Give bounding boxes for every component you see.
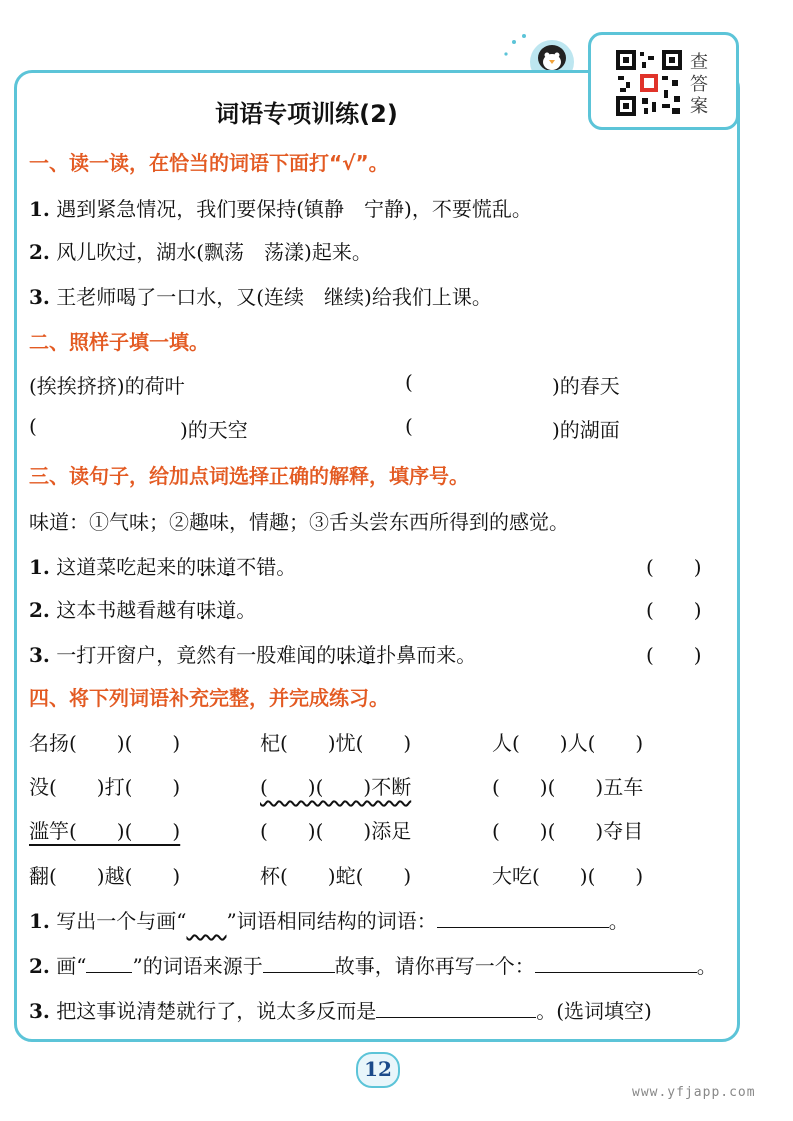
s1-item-2 (29, 236, 372, 265)
s3-item-1 (29, 551, 296, 580)
s3-item-3-dotted-word: 味道 • • (336, 639, 376, 668)
s4-q2-another-blank[interactable] (535, 954, 697, 973)
s1-item-2-text: 风儿吹过，湖水(飘荡 荡漾)起来。 (56, 240, 372, 264)
s1-item-1-num: 1. (29, 197, 50, 221)
s4-question-2 (29, 950, 717, 979)
s4-q1-text-a: 写出一个与画“ (56, 909, 187, 933)
s4-q2-num: 2. (29, 954, 50, 978)
s4-q3-text: 把这事说清楚就行了，说太多反而是 (56, 999, 377, 1023)
s4-q1-answer-blank[interactable] (437, 909, 609, 928)
s3-item-1-pre: 这道菜吃起来的 (56, 555, 197, 579)
s3-item-2-dotted-word: 味道 • • (196, 594, 236, 623)
s1-item-1-text: 遇到紧急情况，我们要保持(镇静 宁静)，不要慌乱。 (56, 197, 532, 221)
s2-blank-2-open[interactable]: ( (29, 414, 37, 438)
s4-r4-c2[interactable]: 杯( )蛇( ) (260, 864, 412, 888)
s3-item-1-dotted-word: 味道 • • (196, 551, 236, 580)
qr-code-icon[interactable] (616, 50, 682, 116)
s4-q2-text-c: 故事，请你再写一个： (334, 954, 535, 978)
s4-question-1 (29, 905, 629, 934)
section1-heading: 一、读一读，在恰当的词语下面打“√”。 (29, 151, 389, 175)
s4-q2-underline-mark (86, 954, 132, 973)
s3-item-2-num: 2. (29, 598, 50, 622)
s2-blank-1-close: )的春天 (552, 374, 620, 398)
s1-item-2-num: 2. (29, 240, 50, 264)
qr-label: 查答案 (690, 52, 708, 117)
section3-heading: 三、读句子，给加点词选择正确的解释，填序号。 (29, 464, 469, 488)
s2-example: (挨挨挤挤)的荷叶 (29, 374, 185, 398)
s3-answer-3[interactable]: ( ) (646, 643, 702, 667)
s4-r1-c2[interactable]: 杞( )忧( ) (260, 731, 412, 755)
s4-r1-c1[interactable]: 名扬( )( ) (29, 731, 181, 755)
s3-answer-1[interactable]: ( ) (646, 555, 702, 579)
s4-r3-c2[interactable]: ( )( )添足 (260, 819, 412, 843)
s3-item-3 (29, 639, 476, 668)
s4-r2-c3[interactable]: ( )( )五车 (492, 775, 644, 799)
s4-q1-text-b: ”词语相同结构的词语： (226, 909, 437, 933)
s2-blank-2-close: )的天空 (180, 418, 248, 442)
s4-r2-c1[interactable]: 没( )打( ) (29, 775, 181, 799)
s1-item-3 (29, 281, 492, 310)
s4-q1-num: 1. (29, 909, 50, 933)
s4-r4-c1[interactable]: 翻( )越( ) (29, 864, 181, 888)
s1-item-3-num: 3. (29, 285, 50, 309)
s2-blank-3-close: )的湖面 (552, 418, 620, 442)
s4-r2-c2-wavy[interactable]: ( )( )不断 (260, 775, 412, 799)
s4-r3-c3[interactable]: ( )( )夺目 (492, 819, 644, 843)
s2-blank-1-open[interactable]: ( (405, 370, 413, 394)
s3-definition: 味道：①气味；②趣味，情趣；③舌头尝东西所得到的感觉。 (29, 510, 569, 534)
s4-question-3 (29, 995, 652, 1024)
s4-q3-end: 。(选词填空) (536, 999, 652, 1023)
s3-item-3-post: 扑鼻而来。 (376, 643, 477, 667)
s4-r1-c3[interactable]: 人( )人( ) (492, 731, 644, 755)
s1-item-1 (29, 193, 532, 222)
section4-heading: 四、将下列词语补充完整，并完成练习。 (29, 686, 389, 710)
s3-item-3-num: 3. (29, 643, 50, 667)
s4-q3-answer-blank[interactable] (376, 999, 536, 1018)
s3-item-2-pre: 这本书越看越有 (56, 598, 197, 622)
page-number: 12 (356, 1052, 400, 1088)
s4-r3-c1-underlined[interactable]: 滥竽( )( ) (29, 819, 181, 843)
section2-heading: 二、照样子填一填。 (29, 330, 209, 354)
s3-item-2 (29, 594, 256, 623)
s4-q1-end: 。 (608, 909, 629, 933)
s4-q2-text-b: ”的词语来源于 (132, 954, 263, 978)
s1-item-3-text: 王老师喝了一口水，又(连续 继续)给我们上课。 (56, 285, 492, 309)
s3-item-2-post: 。 (236, 598, 257, 622)
s4-q2-source-blank[interactable] (263, 954, 335, 973)
s4-q2-end: 。 (696, 954, 717, 978)
s3-item-1-num: 1. (29, 555, 50, 579)
s4-q2-text-a: 画“ (56, 954, 87, 978)
page-title: 词语专项训练(2) (215, 100, 398, 128)
s3-item-1-post: 不错。 (236, 555, 297, 579)
s3-answer-2[interactable]: ( ) (646, 598, 702, 622)
s3-item-3-pre: 一打开窗户，竟然有一股难闻的 (56, 643, 337, 667)
watermark: www.yfjapp.com (632, 1085, 756, 1100)
s4-r4-c3[interactable]: 大吃( )( ) (492, 864, 644, 888)
s4-q3-num: 3. (29, 999, 50, 1023)
s2-blank-3-open[interactable]: ( (405, 414, 413, 438)
s4-q1-wavy-mark (186, 909, 226, 933)
